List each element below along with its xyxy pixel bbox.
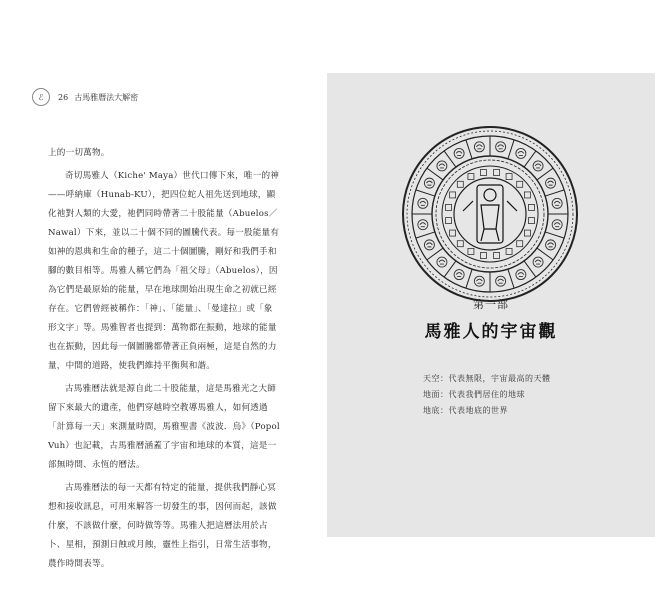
inner-glyph <box>480 252 486 258</box>
inner-glyph <box>457 181 463 187</box>
inner-glyph <box>524 192 530 198</box>
calendar-divider <box>416 232 435 238</box>
day-sign-detail <box>518 273 524 277</box>
maya-calendar-illustration <box>401 125 579 303</box>
inner-glyph <box>468 248 474 254</box>
day-sign-glyph <box>516 148 526 158</box>
calendar-divider <box>545 190 564 196</box>
inner-glyph <box>457 241 463 247</box>
day-sign-detail <box>518 151 524 155</box>
day-sign-detail <box>548 181 554 185</box>
inner-glyph <box>446 204 452 210</box>
body-text <box>48 144 281 578</box>
day-sign-glyph <box>474 276 484 286</box>
chapter-emblem-icon: ℰ <box>32 88 50 106</box>
legend-item: 地底：代表地底的世界 <box>423 406 508 415</box>
left-page <box>0 0 327 609</box>
inner-glyph <box>517 241 523 247</box>
calendar-divider <box>508 269 514 288</box>
part-label: 第一部 <box>473 298 509 311</box>
part-title: 馬雅人的宇宙觀 <box>424 322 558 342</box>
day-sign-glyph <box>546 240 556 250</box>
day-sign-detail <box>456 273 462 277</box>
paragraph: 古馬雅曆法的每一天都有特定的能量，提供我們靜心冥想和接收訊息，可用來解答一切發生的事，因何而起，該做什麼，不該做什麼，何時做等等。馬雅人把這曆法用於占卜、星相，預測日蝕或月蝕，靈性上指引，日常生活事物，農作時間表等。 <box>48 483 277 569</box>
day-sign-glyph <box>424 240 434 250</box>
day-sign-glyph <box>533 161 543 171</box>
inner-glyph <box>446 218 452 224</box>
day-sign-detail <box>420 201 426 205</box>
day-sign-glyph <box>496 142 506 152</box>
day-sign-glyph <box>546 178 556 188</box>
day-sign-detail <box>554 201 560 205</box>
legend <box>423 371 551 419</box>
paragraph: 奇切馬雅人（Kiche' Maya）世代口傳下來，唯一的神——呼納庫（Hunab-KU），把四位蛇人祖先送到地球，顯化祂對人類的大愛，祂們同時帶著二十股能量（Abuelos／Nawal）下來，並以二十個不同的圖騰代表。每一股能量有如神的恩典和生命的種子，這二十個圖騰，剛好和我們手和腳的數目相等。馬雅人稱它們為「祖父母」（Abuelos），因為它們是最原始的能量，早在地球開始出現生命之初就已經存在。它們曾經被稱作：「神」、「能量」、「曼達拉」或「象形文字」等。馬雅智者也提到：萬物都在振動，地球的能量也在振動，因此每一個圖騰都帶著正負兩極，這是自然的力量，中間的道路，使我們維持平衡與和諧。 <box>48 171 280 371</box>
day-sign-detail <box>476 279 482 283</box>
inner-glyph <box>506 248 512 254</box>
day-sign-detail <box>498 279 504 283</box>
day-sign-detail <box>535 164 541 168</box>
inner-glyph <box>450 230 456 236</box>
inner-glyph <box>524 230 530 236</box>
inner-glyph <box>494 252 500 258</box>
inner-glyph <box>468 174 474 180</box>
day-sign-detail <box>548 243 554 247</box>
page-number: 26 <box>58 92 69 102</box>
legend-item: 地面：代表我們居住的地球 <box>423 390 525 399</box>
day-sign-glyph <box>418 220 428 230</box>
inner-glyph <box>528 204 534 210</box>
day-sign-glyph <box>454 148 464 158</box>
running-header <box>32 88 138 106</box>
day-sign-detail <box>426 181 432 185</box>
day-sign-glyph <box>424 178 434 188</box>
day-sign-glyph <box>437 257 447 267</box>
calendar-divider <box>466 269 472 288</box>
calendar-divider <box>545 232 564 238</box>
day-sign-detail <box>439 260 445 264</box>
calendar-divider <box>416 190 435 196</box>
day-sign-detail <box>554 223 560 227</box>
inner-glyph <box>517 181 523 187</box>
day-sign-detail <box>420 223 426 227</box>
day-sign-glyph <box>496 276 506 286</box>
day-sign-glyph <box>418 198 428 208</box>
day-sign-glyph <box>533 257 543 267</box>
day-sign-glyph <box>437 161 447 171</box>
day-sign-glyph <box>454 270 464 280</box>
right-page <box>327 73 655 537</box>
legend-item: 天空：代表無限，宇宙最高的天體 <box>423 374 551 383</box>
day-sign-detail <box>535 260 541 264</box>
inner-glyph <box>494 170 500 176</box>
inner-glyph <box>506 174 512 180</box>
inner-glyph <box>450 192 456 198</box>
day-sign-detail <box>498 145 504 149</box>
day-sign-glyph <box>552 220 562 230</box>
inner-glyph <box>480 170 486 176</box>
day-sign-glyph <box>516 270 526 280</box>
day-sign-detail <box>456 151 462 155</box>
day-sign-glyph <box>552 198 562 208</box>
day-sign-detail <box>426 243 432 247</box>
book-title: 古馬雅曆法大解密 <box>74 92 139 102</box>
paragraph: 古馬雅曆法就是源自此二十股能量，這是馬雅光之大師留下來最大的遺產，他們穿越時空教導馬雅人，如何透過「計算每一天」來測量時間，馬雅聖書《波波．烏》（Popol Vuh）也記載，古馬雅曆涵蓋了宇宙和地球的本質，這是一部無時間、永恆的曆法。 <box>48 384 280 470</box>
day-sign-glyph <box>474 142 484 152</box>
inner-glyph <box>528 218 534 224</box>
calendar-divider <box>466 140 472 159</box>
day-sign-detail <box>476 145 482 149</box>
calendar-divider <box>508 140 514 159</box>
paragraph: 上的一切萬物。 <box>48 148 110 158</box>
day-sign-detail <box>439 164 445 168</box>
